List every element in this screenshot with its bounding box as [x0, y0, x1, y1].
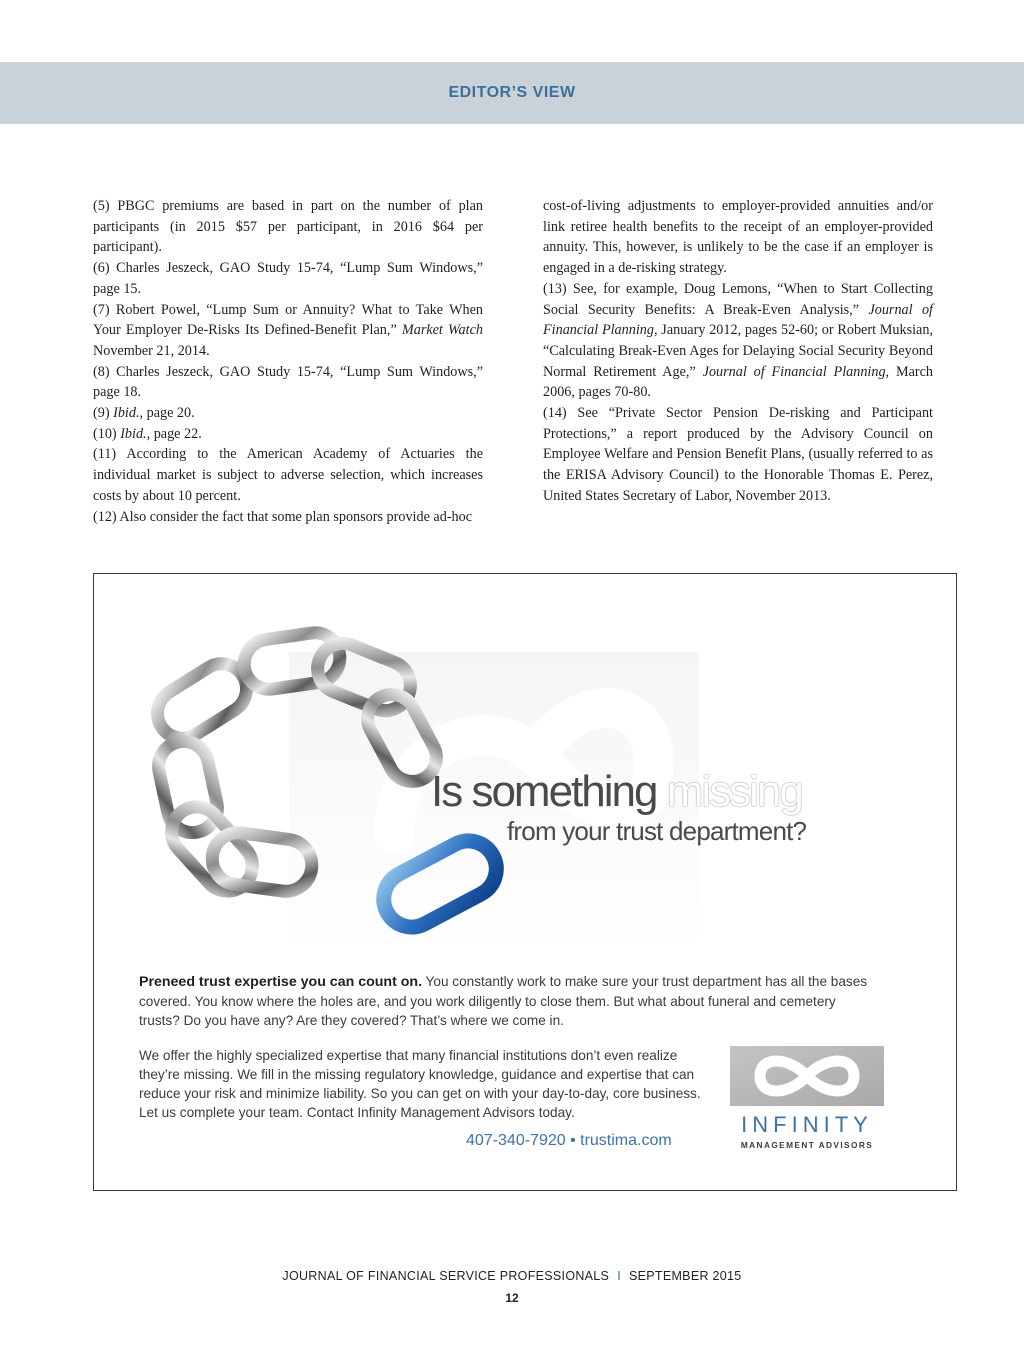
endnote-12: (12) Also consider the fact that some plan sponsors provide ad-hoc — [93, 508, 473, 525]
page-footer — [0, 1269, 1024, 1283]
endnotes-left-column — [93, 196, 483, 527]
journal-name: JOURNAL OF FINANCIAL SERVICE PROFESSIONALS — [282, 1269, 610, 1283]
section-title: EDITOR’S VIEW — [448, 84, 576, 101]
ad-contact-line: 407-340-7920 • trustima.com — [466, 1132, 672, 1149]
endnote-7: (7) Robert Powel, “Lump Sum or Annuity? What to Take When Your Employer De-Risks Its Defined-Benefit Plan,” Market Watch November 21, 2014. — [93, 301, 483, 359]
logo-wordmark: INFINITY — [741, 1112, 873, 1137]
endnote-14: (14) See “Private Sector Pension De-risking and Participant Protections,” a report produced by the Advisory Council on Employee Welfare and Pension Benefit Plans, (usually referred to as the ERISA Advisory Council) to the Honorable Thomas E. Perez, United States Secretary of Labor, November 2013. — [543, 405, 933, 504]
ad-headline-missing: missing — [666, 767, 802, 816]
endnote-10: (10) Ibid., page 22. — [93, 425, 202, 442]
footer-separator: I — [617, 1269, 621, 1283]
endnote-6: (6) Charles Jeszeck, GAO Study 15-74, “Lump Sum Windows,” page 15. — [93, 260, 483, 297]
issue-date: SEPTEMBER 2015 — [628, 1269, 742, 1283]
endnote-9: (9) Ibid., page 20. — [93, 405, 195, 422]
infinity-advertisement — [93, 573, 957, 1191]
page-number: 12 — [505, 1291, 519, 1305]
ad-body-paragraph: We offer the highly specialized expertise that many financial institutions don’t even realize they’re missing. We fill in the missing regulatory knowledge, guidance and expertise that can reduce your risk and minimize liability. So you can get on with your day-to-day, core business. Let us complete your team. Contact Infinity Management Advisors today. — [139, 1048, 701, 1120]
ad-lead-bold: Preneed trust expertise you can count on. — [139, 974, 423, 990]
endnote-12-continued: cost-of-living adjustments to employer-provided annuities and/or link retiree health benefits to the receipt of an employer-provided annuity. This, however, is unlikely to be the case if an employer is engaged in a de-risking strategy. — [543, 198, 933, 277]
endnotes-right-column — [543, 196, 933, 507]
endnote-5: (5) PBGC premiums are based in part on the number of plan participants (in 2015 $57 per participant, in 2016 $64 per participant). — [93, 198, 483, 256]
ad-lead-paragraph: Preneed trust expertise you can count on. You constantly work to make sure your trust department has all the bases covered. You know where the holes are, and you work diligently to close them. But what about funeral and cemetery trusts? Do you have any? Are they covered? That’s where we come in. — [139, 974, 868, 1028]
ad-headline: Is something missing — [431, 767, 802, 816]
endnote-13: (13) See, for example, Doug Lemons, “When to Start Collecting Social Security Benefits: A Break-Even Analysis,” Journal of Financial Planning, January 2012, pages 52-60; or Robert Muksian, “Calculating Break-Even Ages for Delaying Social Security Beyond Normal Retirement Age,” Journal of Financial Planning, March 2006, pages 70-80. — [543, 280, 933, 401]
logo-subtitle: MANAGEMENT ADVISORS — [740, 1140, 874, 1150]
endnote-11: (11) According to the American Academy of Actuaries the individual market is subject to adverse selection, which increases costs by about 10 percent. — [93, 446, 483, 504]
endnote-8: (8) Charles Jeszeck, GAO Study 15-74, “Lump Sum Windows,” page 18. — [93, 363, 483, 401]
ad-subheadline: from your trust department? — [507, 816, 807, 846]
section-header-band — [0, 62, 1024, 124]
